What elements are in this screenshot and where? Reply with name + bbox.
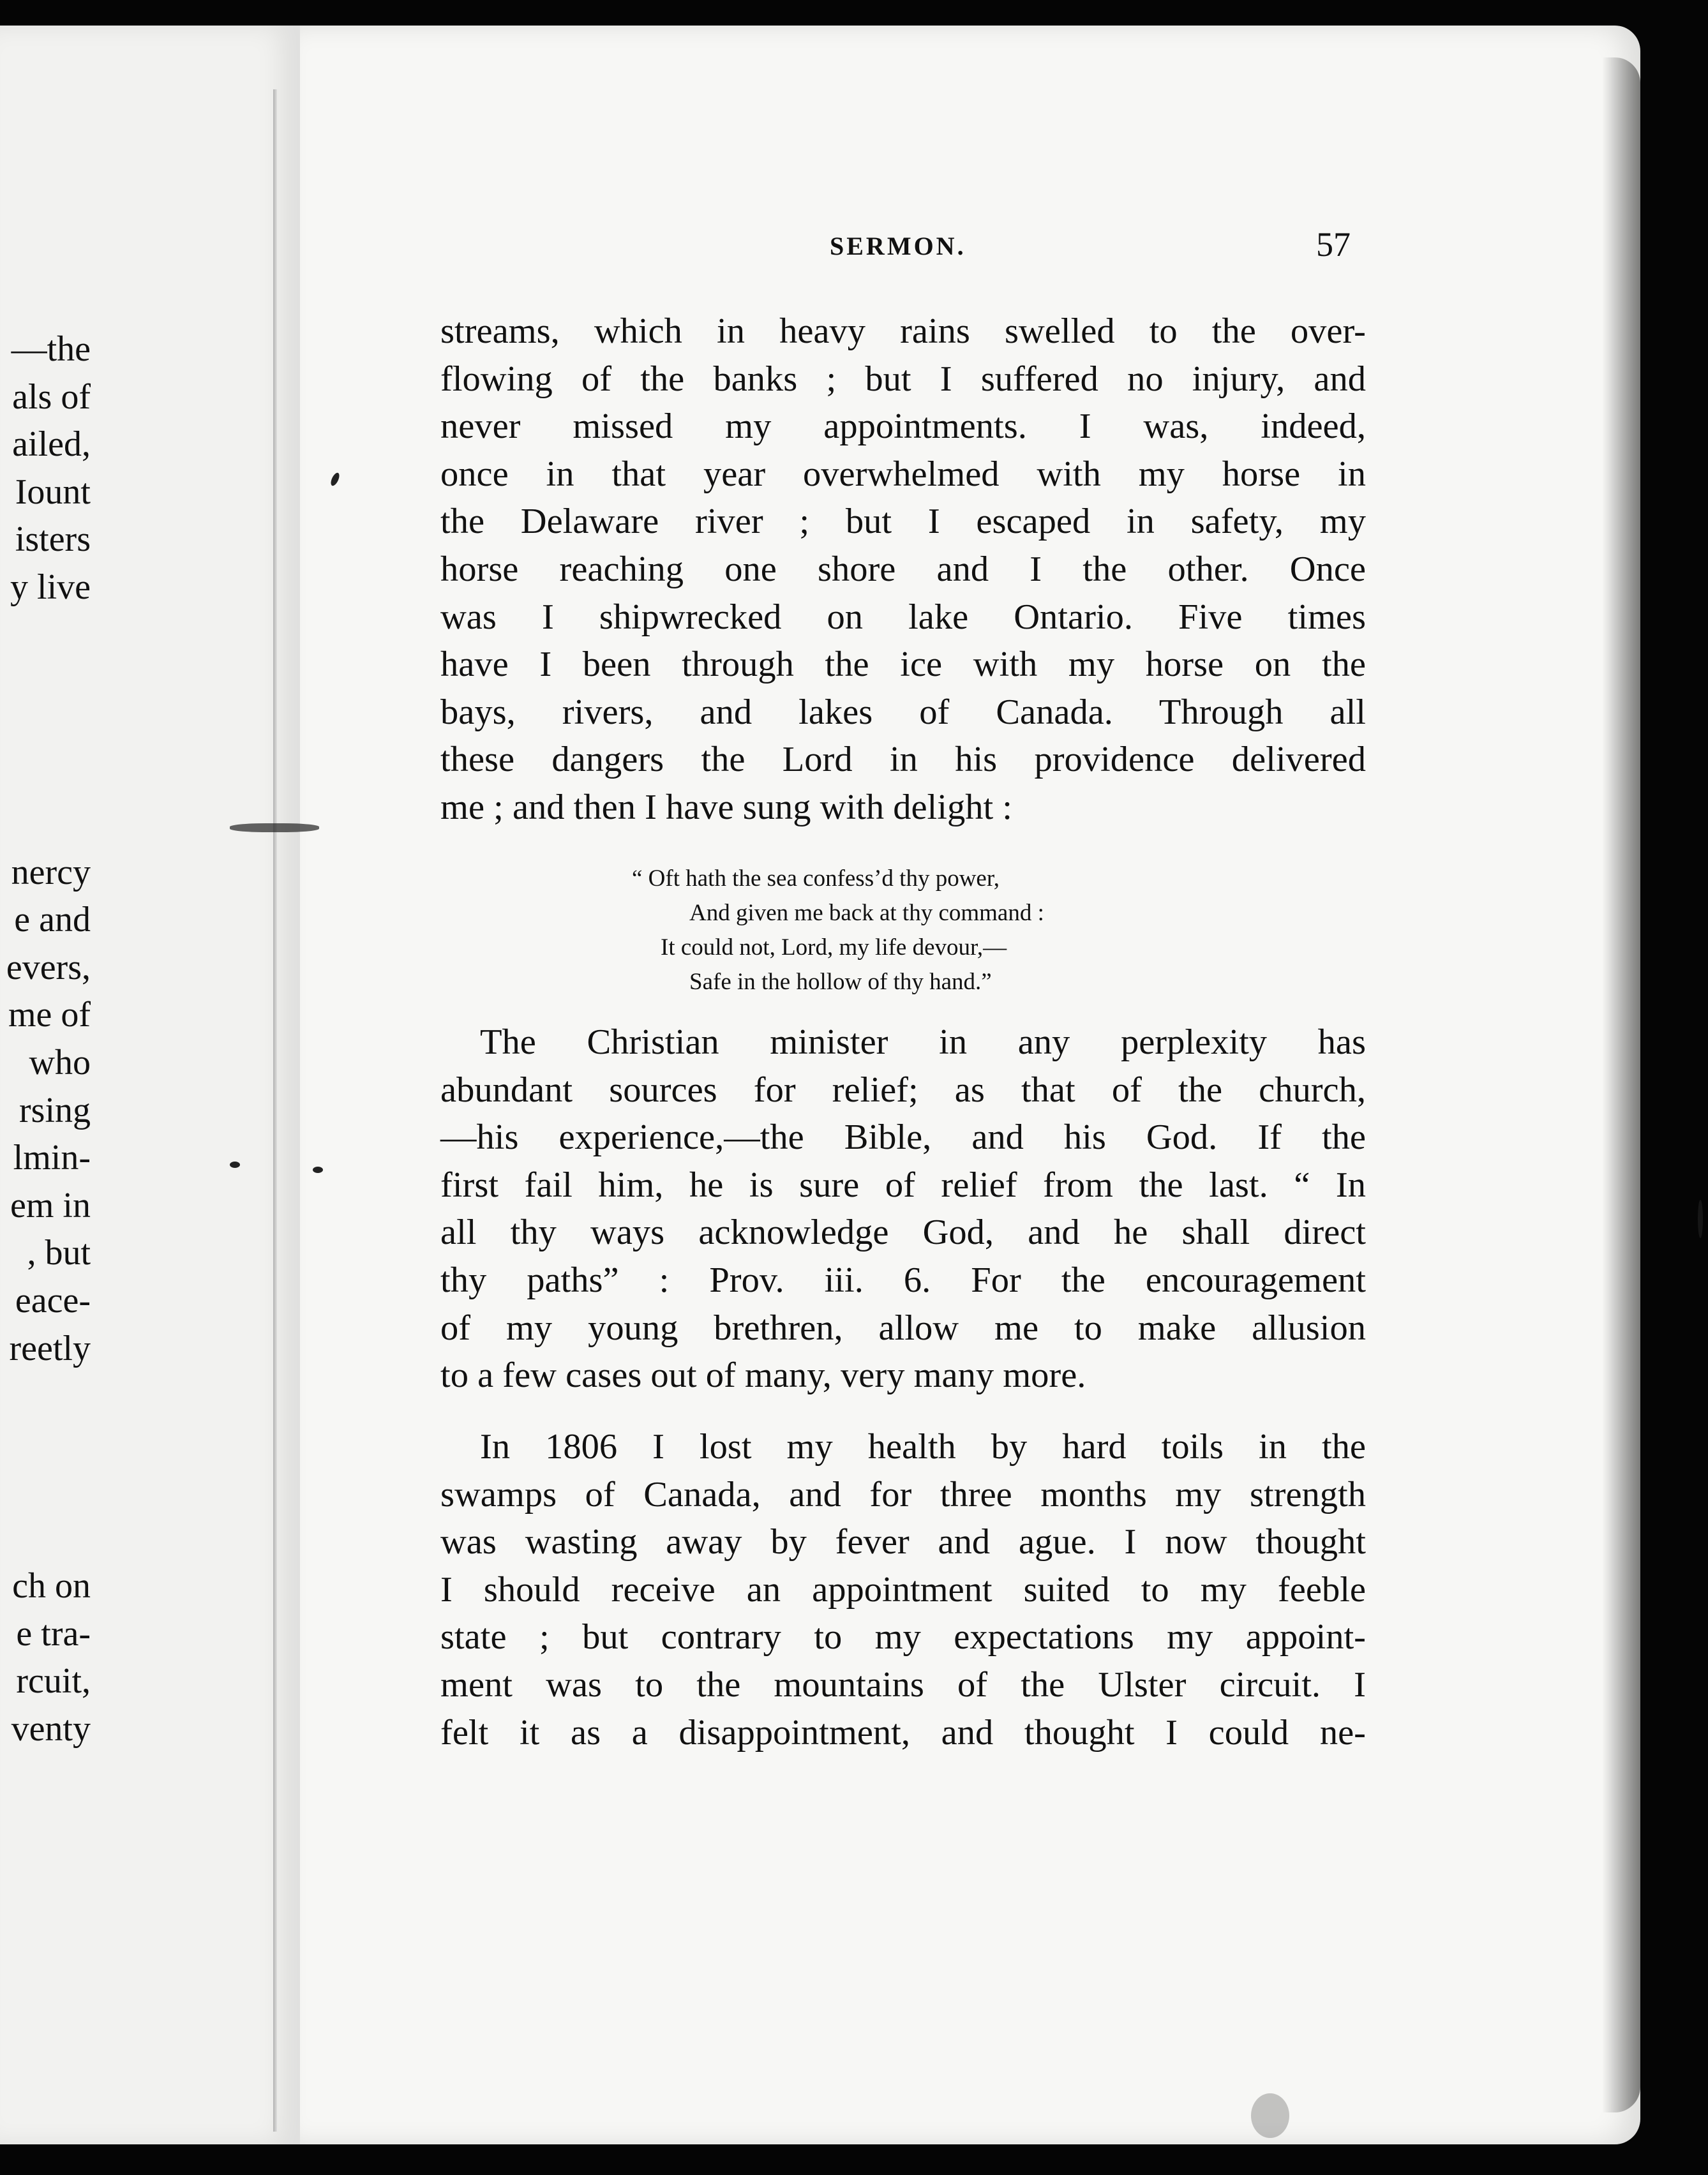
ink-speck [313, 1167, 323, 1173]
left-fragment: who [29, 1042, 91, 1082]
text-line: felt it as a disappointment, and thought I could ne- [440, 1712, 1366, 1753]
ink-speck [1251, 2093, 1289, 2138]
paragraph-1 [440, 308, 1366, 832]
running-head: SERMON. [830, 232, 966, 260]
left-fragment: eace- [15, 1280, 91, 1320]
text-line: —his experience,—the Bible, and his God. If the [440, 1117, 1366, 1158]
left-fragment: em in [10, 1185, 91, 1225]
left-fragment: rcuit, [16, 1661, 91, 1701]
left-fragment: Iount [15, 472, 91, 512]
left-fragment: rsing [19, 1090, 91, 1130]
left-fragment: e tra- [16, 1613, 91, 1654]
ink-speck [230, 823, 319, 832]
left-fragment: ailed, [12, 424, 91, 465]
text-line: was I shipwrecked on lake Ontario. Five times [440, 597, 1366, 637]
left-fragment: nercy [11, 852, 91, 892]
paragraph-3 [440, 1423, 1366, 1756]
text-line: flowing of the banks ; but I suffered no injury, and [440, 359, 1366, 399]
text-line: In 1806 I lost my health by hard toils in the [480, 1427, 1366, 1467]
left-fragment: ch on [12, 1566, 91, 1606]
text-line: ment was to the mountains of the Ulster circuit. I [440, 1664, 1366, 1705]
text-line: me ; and then I have sung with delight : [440, 787, 1012, 827]
text-line: have I been through the ice with my horse on the [440, 645, 1366, 685]
text-line: streams, which in heavy rains swelled to the over- [440, 311, 1366, 351]
ink-speck [230, 1162, 240, 1168]
text-line: thy paths” : Prov. iii. 6. For the encouragement [440, 1260, 1366, 1300]
verse-line: “ Oft hath the sea confess’d thy power, [632, 865, 1000, 892]
book-gutter [273, 89, 277, 2132]
text-line: these dangers the Lord in his providence delivered [440, 740, 1366, 780]
text-line: of my young brethren, allow me to make allusion [440, 1308, 1366, 1348]
left-fragment: evers, [6, 947, 91, 987]
text-line: to a few cases out of many, very many more. [440, 1356, 1086, 1396]
text-line: first fail him, he is sure of relief from the last. “ In [440, 1165, 1366, 1205]
hymn-verse [632, 862, 1206, 999]
left-fragment: e and [14, 900, 91, 940]
text-line: bays, rivers, and lakes of Canada. Through all [440, 692, 1366, 732]
text-line: The Christian minister in any perplexity has [480, 1022, 1366, 1062]
left-fragment: reetly [9, 1328, 91, 1368]
left-page-text-fragments [0, 325, 91, 1753]
left-fragment: me of [8, 995, 91, 1035]
page-number: 57 [1316, 225, 1351, 264]
text-line: I should receive an appointment suited to my feeble [440, 1569, 1366, 1610]
text-line: state ; but contrary to my expectations my appoint- [440, 1617, 1366, 1657]
paragraph-2 [440, 1019, 1366, 1400]
text-line: horse reaching one shore and I the other. Once [440, 549, 1366, 589]
left-fragment: lmin- [13, 1138, 91, 1178]
left-fragment: venty [11, 1708, 91, 1749]
left-fragment: y live [10, 567, 91, 607]
text-line: was wasting away by fever and ague. I now thought [440, 1522, 1366, 1562]
left-fragment: —the [11, 329, 91, 369]
verse-line: And given me back at thy command : [689, 900, 1044, 926]
ink-speck [1698, 1200, 1703, 1238]
page-edge-shadow [1602, 57, 1640, 2112]
text-line: the Delaware river ; but I escaped in safety, my [440, 502, 1366, 542]
left-fragment: als of [12, 377, 91, 417]
verse-line: Safe in the hollow of thy hand.” [689, 969, 992, 995]
text-line: swamps of Canada, and for three months my strength [440, 1474, 1366, 1514]
left-fragment: , but [27, 1233, 91, 1273]
left-fragment: isters [15, 519, 91, 560]
text-line: never missed my appointments. I was, indeed, [440, 407, 1366, 447]
text-line: all thy ways acknowledge God, and he shall direct [440, 1213, 1366, 1253]
left-facing-page [0, 26, 300, 2144]
verse-line: It could not, Lord, my life devour,— [661, 934, 1007, 960]
text-line: abundant sources for relief; as that of the church, [440, 1070, 1366, 1110]
text-line: once in that year overwhelmed with my horse in [440, 454, 1366, 494]
